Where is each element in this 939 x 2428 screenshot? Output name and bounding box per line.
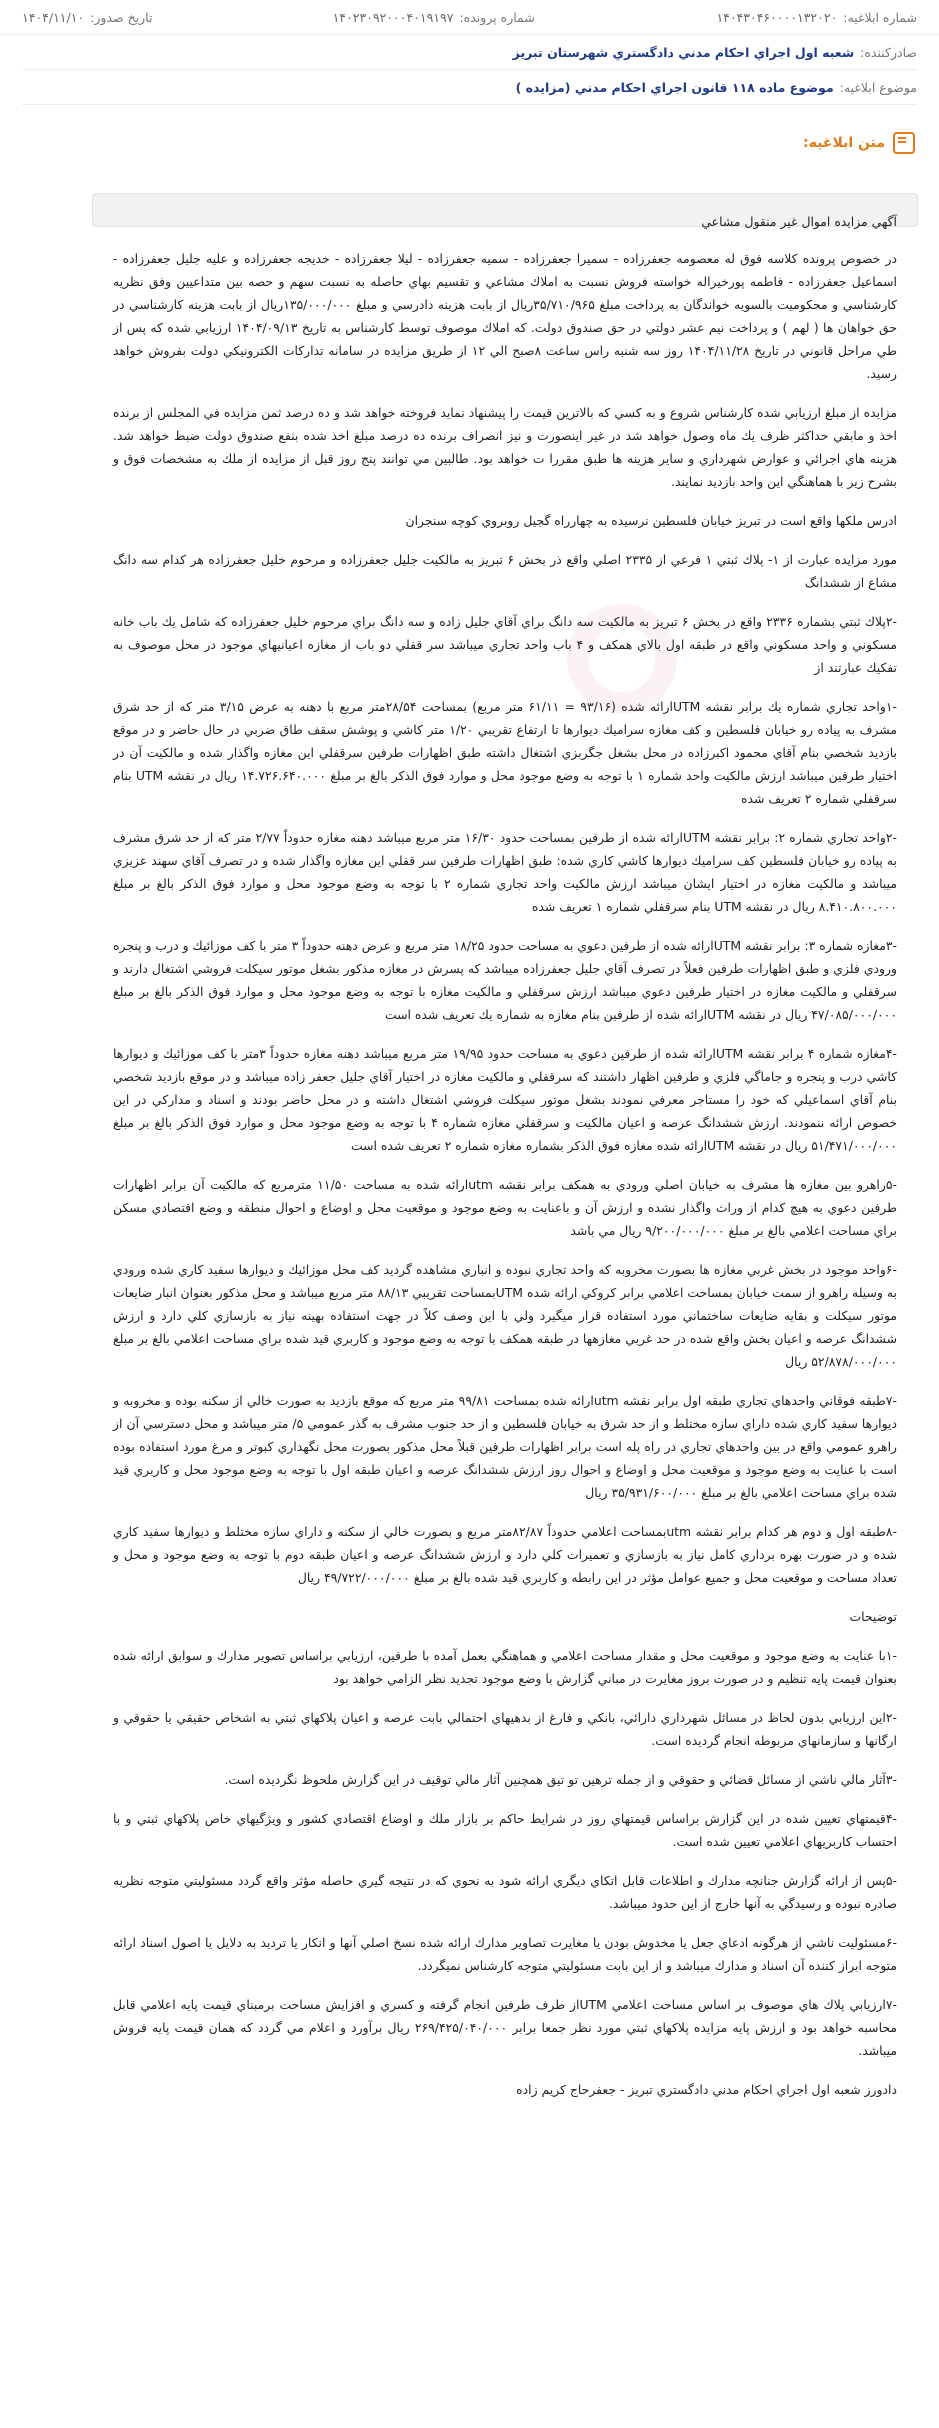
body-paragraph: -۵پس از ارائه گزارش جنانچه مدارك و اطلاعات قابل اتكاي ديگري ارائه شود به نحوي كه در نتيجه گيري حاصله مؤثر واقع گردد مسئوليتي متوجه نظريه صادره نبوده و رسيدگي به آنها خارج از اين حدود ميباشد. bbox=[113, 1873, 897, 1911]
body-paragraph: دادورز شعبه اول اجراي احكام مدني دادگستري تبريز - جعفرحاج كريم زاده bbox=[516, 2082, 897, 2097]
body-paragraph: ادرس ملكها واقع است در تبريز خيابان فلسطين نرسيده به چهارراه گجيل روبروي كوچه سنجران bbox=[405, 513, 897, 528]
announcement-number: شماره ابلاغیه: ۱۴۰۴۳۰۴۶۰۰۰۰۱۳۲۰۲۰ bbox=[716, 9, 917, 25]
body-paragraph: -۴قيمتهاي تعيين شده در اين گزارش براساس قيمتهاي روز در شرايط حاكم بر بازار ملك و اوضاع اقتصادي كشور و ويژگيهاي خاص پلاكهاي ثبتي و با احتساب كاربريهاي اعلامي تعيين شده است. bbox=[113, 1811, 897, 1849]
document-icon bbox=[893, 132, 915, 154]
section-title: متن ابلاغیه: bbox=[0, 121, 939, 165]
header-meta-row bbox=[0, 0, 939, 35]
subject-row: موضوع ابلاغیه: موضوع ماده ۱۱۸ قانون اجراي احكام مدني (مزايده ) bbox=[515, 79, 917, 95]
issuer-row: صادرکننده: شعبه اول اجراي احكام مدني دادگستري شهرستان تبريز bbox=[512, 44, 917, 60]
body-paragraph: -۱با عنايت به وضع موجود و موقعيت محل و مقدار مساحت اعلامي و هماهنگي بعمل آمده با طرفين، ارزيابي براساس تصوير مدارك و سوابق ارائه شده بعنوان قيمت پايه تنظيم و در صورت بروز مغايرت در مباني گزارش با وضع موجود تجديد نظر الزامي خواهد بود bbox=[113, 1648, 897, 1686]
body-paragraph: -۶مسئوليت ناشي از هرگونه ادعاي جعل يا مخدوش بودن يا مغايرت تصاوير مدارك ارائه شده نسخ اصلي آنها و انكار يا ترديد به دلايل يا اصول اسناد ارائه متوجه ابراز كننده آن اسناد و مدارك ميباشد و از اين بابت مسئوليتي متوجه كارشناس نميگردد. bbox=[113, 1935, 897, 1973]
body-paragraph: -۳مغازه شماره ۳: برابر نقشه UTMارائه شده از طرفين دعوي به مساحت حدود ۱۸/۲۵ متر مربع و عرض دهنه حدوداً ۳ متر با كف موزائيك و درب و پنجره ورودي فلزي و طبق اظهارات طرفين فعلاً در تصرف آقاي جليل جعفرزاده ميباشد كه پسرش در مغازه مذكور بشغل موتور سيكلت فروشي اشتغال دارند و سرقفلي و مالكيت مغازه در اختيار طرفين دعوي ميباشد ارزش سرقفلي و مالكيت مغازه با توجه به وضع موجود محل و موارد فوق الذكر بالغ بر مبلغ ۴۷/۰۸۵/۰۰۰/۰۰۰ ريال در نقشه UTMارائه شده از طرفين بنام مغازه به شماره يك تعريف شده است bbox=[113, 938, 897, 1022]
body-paragraph: توضيحات bbox=[849, 1609, 897, 1624]
body-paragraph: -۴مغازه شماره ۴ برابر نقشه UTMارائه شده از طرفين دعوي به مساحت حدود ۱۹/۹۵ متر مربع ميباشد دهنه مغازه حدوداً ۳متر با كف موزائيك و ديوارها كاشي درب و پنجره و جاماگي فلزي و طرفين اظهار داشتند كه سرقفلي و مالكيت مغازه در اختيار آقاي جليل جعفر زاده ميباشد و در موقع بازديد شخصي بنام آقاي اسماعيلي كه خود را مستاجر معرفي نمودند بشغل موتور سيكلت فروشي اشتغال داشته و در محل حاضر بودند و اسناد و مداركي در اين خصوص ارائه ننمودند. ارزش ششدانگ عرصه و اعيان مالكيت و سرقفلي مغازه شماره ۴ با توجه به وضع موجود محل و موارد فوق الذكر بالغ بر مبلغ ۵۱/۴۷۱/۰۰۰/۰۰۰ ريال در نقشه UTMارائه شده مغازه فوق الذكر بشماره مغازه شماره ۲ تعريف شده است bbox=[113, 1046, 898, 1153]
body-paragraph: -۷طبقه فوقاني واحدهاي تجاري طبقه اول برابر نقشه utmارائه شده بمساحت ۹۹/۸۱ متر مربع كه موقع بازديد به صورت خالي از سكنه بوده و مخروبه و ديوارها سفيد كاري شده داراي سازه مختلط و از حد شرق به خيابان فلسطين و از حد جنوب مشرف به گذر عمومي ۵/ متر ميباشد و محل دسترسي آن از راهرو عمومي واقع در بين واحدهاي تجاري در راه پله است برابر اظهارات طرفين قبلاً محل مذكور بصورت محل نگهداري كبوتر و مرغ مورد استفاده بوده است با عنايت به وضع موجود و موقعيت محل و اوضاع و احوال روز ارزش ششدانگ عرصه و اعيان طبقه اول با توجه به وضع موجود محل و كاربري قيد شده براي مساحت اعلامي بالغ بر مبلغ ۳۵/۹۳۱/۶۰۰/۰۰۰ ريال bbox=[113, 1393, 897, 1500]
body-paragraph: مورد مزايده عبارت از ۱- پلاك ثبتي ۱ فرعي از ۲۳۳۵ اصلي واقع ذر بخش ۶ تبريز به مالكيت جليل جعفرزاده و مرحوم خليل جعفرزاده هر كدام سه دانگ مشاع از ششدانگ bbox=[113, 552, 897, 590]
body-paragraph: -۱واحد تجاري شماره يك برابر نقشه UTMارائه شده (۹۳/۱۶ = ۶۱/۱۱ متر مربع) بمساحت ۲۸/۵۴متر مربع با دهنه به عرض ۳/۱۵ متر كه از حد شرق مشرف به پياده رو خيابان فلسطين و كف مغازه سراميك ديوارها تا ارتفاع تقريبي ۱/۲۰ متر كاشي و پوشش سقف طاق ضربي در حال حاضر و در موقع بازديد شخصي بنام آقاي محمود اكبرزاده در محل بشغل جگربزي اشتغال داشته طبق اظهارات طرفين سرقفلي اين مغازه واگذار شده و مالكيت آن در اختيار طرفين ميباشد ارزش مالكيت واحد شماره ۱ با توجه به وضع موجود محل و موارد فوق الذكر بالغ بر مبلغ ۱۴.۷۲۶.۶۴۰.۰۰۰ ريال در نقشه UTM بنام سرقفلي شماره ۲ تعريف شده bbox=[113, 699, 897, 806]
body-paragraph: -۶واحد موجود در بخش غربي مغازه ها بصورت مخروبه كه واحد تجاري نبوده و انباري مشاهده گرديد كف محل موزائيك و ديوارها سفيد كاري شده ورودي به وسيله راهرو از سمت خيابان بمساحت اعلامي برابر كروكي ارائه شده UTMبمساحت تقريبي ۸۸/۱۳ متر مربع ميباشد و محل مذكور بعنوان انبار ضايعات موتور سيكلت و بقايه ضايعات ساختماني مورد استفاده قرار ميگيرد ولي با اين وصف كلاً در جهت استفاده بهينه نياز به بازسازي كلي دارد و ارزش ششدانگ عرصه و اعيان بخش واقع شده در حد غربي مغازهها در طبقه همكف با توجه به وضع موجود و كاربري قيد شده براي مساحت اعلامي بالغ بر مبلغ ۵۲/۸۷۸/۰۰۰/۰۰۰ ريال bbox=[113, 1262, 897, 1369]
announcement-body bbox=[92, 193, 918, 2097]
body-paragraphs bbox=[113, 247, 897, 2101]
body-paragraph: -۷ارزيابي پلاك هاي موصوف بر اساس مساحت اعلامي UTMاز طرف طرفين انجام گرفته و كسري و افزايش مساحت برمبناي قيمت پايه اعلامي قابل محاسبه خواهد بود و ارزش پايه مزايده پلاكهاي ثبتي مورد نظر جمعا برابر ۲۶۹/۴۲۵/۰۴۰/۰۰۰ ريال برآورد و اعلام مي گردد كه همان قيمت پايه فروش ميباشد. bbox=[113, 1997, 898, 2058]
body-paragraph: -۳آثار مالي ناشي از مسائل قضائي و حقوقي و از جمله ترهين تو تيق همچنين آثار مالي توقيف در اين گزارش ملحوظ نگرديده است. bbox=[224, 1772, 897, 1787]
body-paragraph: -۸طبقه اول و دوم هر كدام برابر نقشه utmبمساحت اعلامي حدوداً ۸۲/۸۷متر مربع و بصورت خالي از سكنه و داراي سازه مختلط و ديوارها سفيد كاري شده و در صورت بهره برداري كامل نياز به بازسازي و تعميرات كلي دارد و ارزش ششدانگ عرصه و اعيان طبقه دوم با توجه به وضع موجود و محل و تعداد مساحت و موقعيت محل و جميع عوامل مؤثر در اين رابطه و كاربري قيد شده بالغ بر مبلغ ۴۹/۷۲۲/۰۰۰/۰۰۰ ريال bbox=[113, 1524, 897, 1585]
body-paragraph: -۲اين ارزيابي بدون لحاظ در مسائل شهرداري دارائي، بانكي و فارغ از بدهيهاي احتمالي بابت عرصه و اعيان پلاكهاي ثبتي به اشخاص حقيقي يا حقوقي و ارگانها و سازمانهاي مربوطه انجام گرديده است. bbox=[113, 1710, 897, 1748]
body-paragraph: -۵راهرو بين مغازه ها مشرف به خيابان اصلي ورودي به همكف برابر نقشه utmارائه شده به مساحت ۱۱/۵۰ مترمربع كه مالكيت آن برابر اظهارات طرفين دعوي به هيچ كدام از وراث واگذار نشده و ارزش آن و باعنايت به وضع موجود و موقعيت محل و اوضاع و احوال منطقه و وضع اقتصادي مسكن براي مساحت اعلامي بالغ بر مبلغ ۹/۲۰۰/۰۰۰/۰۰۰ ريال مي باشد bbox=[113, 1177, 897, 1238]
case-number: شماره پرونده: ۱۴۰۲۳۰۹۲۰۰۰۴۰۱۹۱۹۷ bbox=[332, 9, 535, 25]
subject-text: موضوع ماده ۱۱۸ قانون اجراي احكام مدني (مزايده ) bbox=[515, 79, 834, 95]
body-paragraph: -۲پلاك ثبتي بشماره ۲۳۳۶ واقع در بخش ۶ تبريز به مالكيت سه دانگ براي آقاي جليل زاده و سه دانگ براي مرحوم خليل جعفرزاده كه شامل يك باب خانه مسكوني و واحد مسكوني واقع در طبقه اول بالاي همكف و ۴ باب واحد تجاري ميباشد سر قفلي دو باب از مغازه اعيانيهاي موجود در محل موصوف به تفكيك عبارتند از bbox=[113, 614, 898, 675]
body-paragraph: در خصوص پرونده كلاسه فوق له معصومه جعفرزاده - سميرا جعفرزاده - سميه جعفرزاده - ليلا جعفرزاده - خديجه جعفرزاده و عليه جليل جعفرزاده - اسماعيل جعفرزاده - فاطمه پورخيراله خواسته فروش نسبت به املاك مشاعي و تقسيم بهاي حاصله به نسبت سهم و حصه بين متداعيين وفق نظريه كارشناسي و محكوميت بالسويه خواندگان به پرداخت مبلغ ۳۵/۷۱۰/۹۶۵ريال از بابت هزينه دادرسي و مبلغ ۱۳۵/۰۰۰/۰۰۰ريال از بابت هزينه كارشناسي در حق خواهان ها ( لهم ) و پرداخت نيم عشر دولتي در حق صندوق دولت. كه املاك موصوف توسط كارشناس به تاريخ ۱۴۰۴/۰۹/۱۳ ارزيابي شده كه پس از طي مراحل قانوني در تاريخ ۱۴۰۴/۱۱/۲۸ روز سه شنبه راس ساعت ۸صبح الي ۱۲ از طريق مزايده در سامانه تداركات الكترونيكي دولت بفروش خواهد رسيد. bbox=[113, 251, 897, 381]
body-title: آگهي مزايده اموال غير منقول مشاعي bbox=[701, 214, 897, 229]
issuer-name: شعبه اول اجراي احكام مدني دادگستري شهرستان تبريز bbox=[512, 44, 855, 60]
body-paragraph: -۲واحد تجاري شماره ۲: برابر نقشه UTMارائه شده از طرفين بمساحت حدود ۱۶/۳۰ متر مربع ميباشد دهنه مغازه حدوداً ۲/۷۷ متر كه از حد شرق مشرف به پياده رو خيابان فلسطين كف سراميك ديوارها كاشي كاري شده: طبق اظهارات طرفين سر قفلي اين مغازه واگذار شده و در تصرف آقاي سهند عزيزي ميباشد و مالكيت مغازه در اختيار ايشان ميباشد ارزش مالكيت واحد تجاري شماره ۲ با توجه به وضع موجود محل و موارد فوق الذكر بالغ بر مبلغ ۸.۴۱۰.۸۰۰.۰۰۰ ريال در نقشه UTM بنام سرقفلي شماره ۱ تعريف شده bbox=[113, 830, 898, 914]
body-paragraph: مزايده از مبلغ ارزيابي شده كارشناس شروع و به كسي كه بالاترين قيمت را پيشنهاد نمايد فروخته خواهد شد و ده درصد ثمن مزايده في المجلس از برنده اخذ و مابقي حداكثر ظرف يك ماه وصول خواهد شد در غير اينصورت و نيز انصراف برنده ده درصد مبلغ اخذ شده بنفع صندوق دولت ضبط خواهد شد. هزينه هاي اجرائي و عوارض شهرداري و ساير هزينه ها طبق مقررا ت خواهد بود. طالبين مي توانند پنج روز قبل از مزايده از ملك به مشخصات فوق و بشرح زير با هماهنگي اين واحد بازديد نمايند. bbox=[113, 405, 897, 489]
issue-date: تاریخ صدور: ۱۴۰۴/۱۱/۱۰ bbox=[22, 9, 153, 25]
